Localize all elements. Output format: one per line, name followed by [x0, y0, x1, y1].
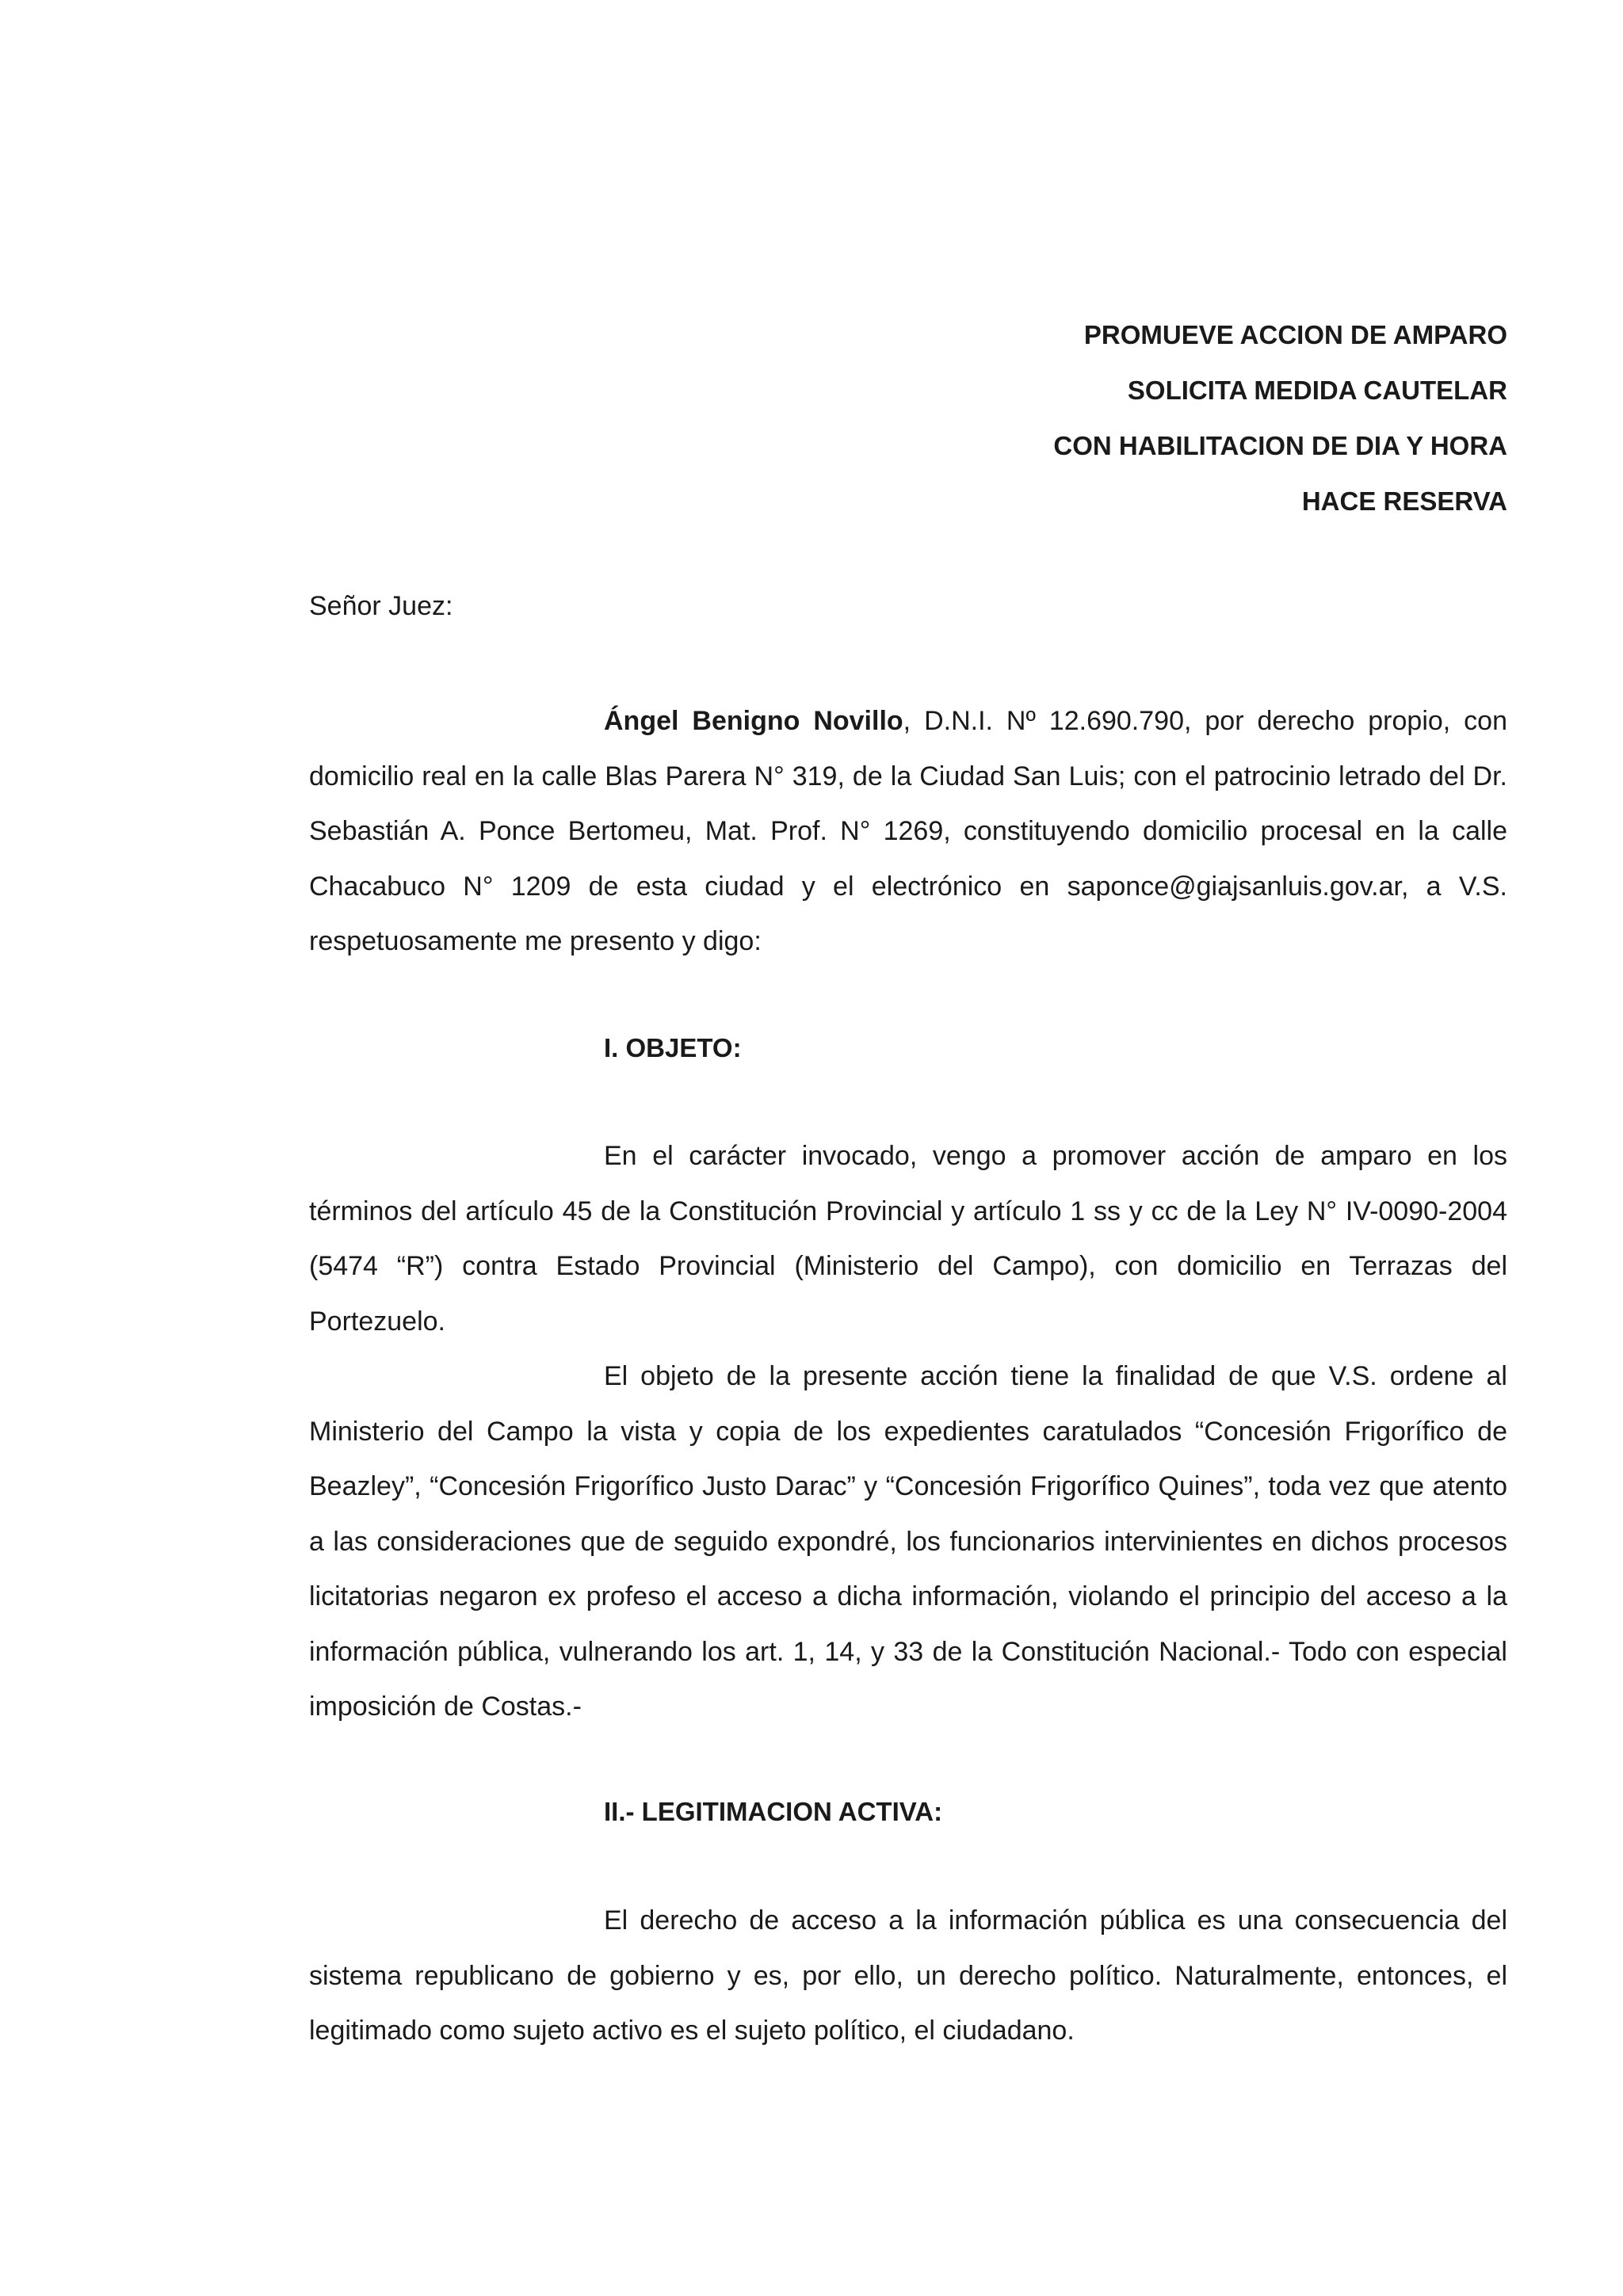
heading-line-2: SOLICITA MEDIDA CAUTELAR — [1127, 376, 1507, 405]
intro-paragraph — [309, 694, 1507, 970]
section-1-paragraph-2-text: El objeto de la presente acción tiene la finalidad de que V.S. ordene al Ministerio del Campo la vista y copia de los expedientes caratulados “Concesión Frigorífico de Beazley”, “Concesión Frigorífico Justo Darac” y “Concesión Frigorífico Quines”, toda vez que atento a las consideraciones que de seguido expondré, los funcionarios intervinientes en dichos procesos licitatorias negaron ex profeso el acceso a dicha información, violando el principio del acceso a la información pública, vulnerando los art. 1, 14, y 33 de la Constitución Nacional.- Todo con especial imposición de Costas.- — [309, 1361, 1507, 1722]
heading-block — [1053, 307, 1507, 529]
salutation: Señor Juez: — [309, 591, 453, 621]
section-1-paragraph-1-text: En el carácter invocado, vengo a promover acción de amparo en los términos del artículo 45 de la Constitución Provincial y artículo 1 ss y cc de la Ley N° IV-0090-2004 (5474 “R”) contra Estado Provincial (Ministerio del Campo), con domicilio en Terrazas del Portezuelo. — [309, 1141, 1507, 1337]
heading-line-3: CON HABILITACION DE DIA Y HORA — [1053, 431, 1507, 460]
section-2-title: II.- LEGITIMACION ACTIVA: — [604, 1797, 943, 1826]
section-2-paragraph-1 — [309, 1894, 1507, 2059]
section-1-paragraph-1 — [309, 1129, 1507, 1349]
section-2-paragraph-1-text: El derecho de acceso a la información pública es una consecuencia del sistema republicano de gobierno y es, por ello, un derecho político. Naturalmente, entonces, el legitimado como sujeto activo es el sujeto político, el ciudadano. — [309, 1905, 1507, 2046]
heading-line-1: PROMUEVE ACCION DE AMPARO — [1083, 320, 1507, 349]
section-1-title: I. OBJETO: — [604, 1033, 742, 1062]
heading-line-4: HACE RESERVA — [1301, 486, 1507, 516]
section-1-paragraph-2 — [309, 1349, 1507, 1735]
intro-text: , D.N.I. Nº 12.690.790, por derecho propio, con domicilio real en la calle Blas Parera N° 319, de la Ciudad San Luis; con el patrocinio letrado del Dr. Sebastián A. Ponce Bertomeu, Mat. Prof. N° 1269, constituyendo domicilio procesal en la calle Chacabuco N° 1209 de esta ciudad y el electrónico en saponce@giajsanluis.gov.ar, a V.S. respetuosamente me presento y digo: — [309, 706, 1507, 956]
petitioner-name: Ángel Benigno Novillo — [604, 706, 903, 736]
